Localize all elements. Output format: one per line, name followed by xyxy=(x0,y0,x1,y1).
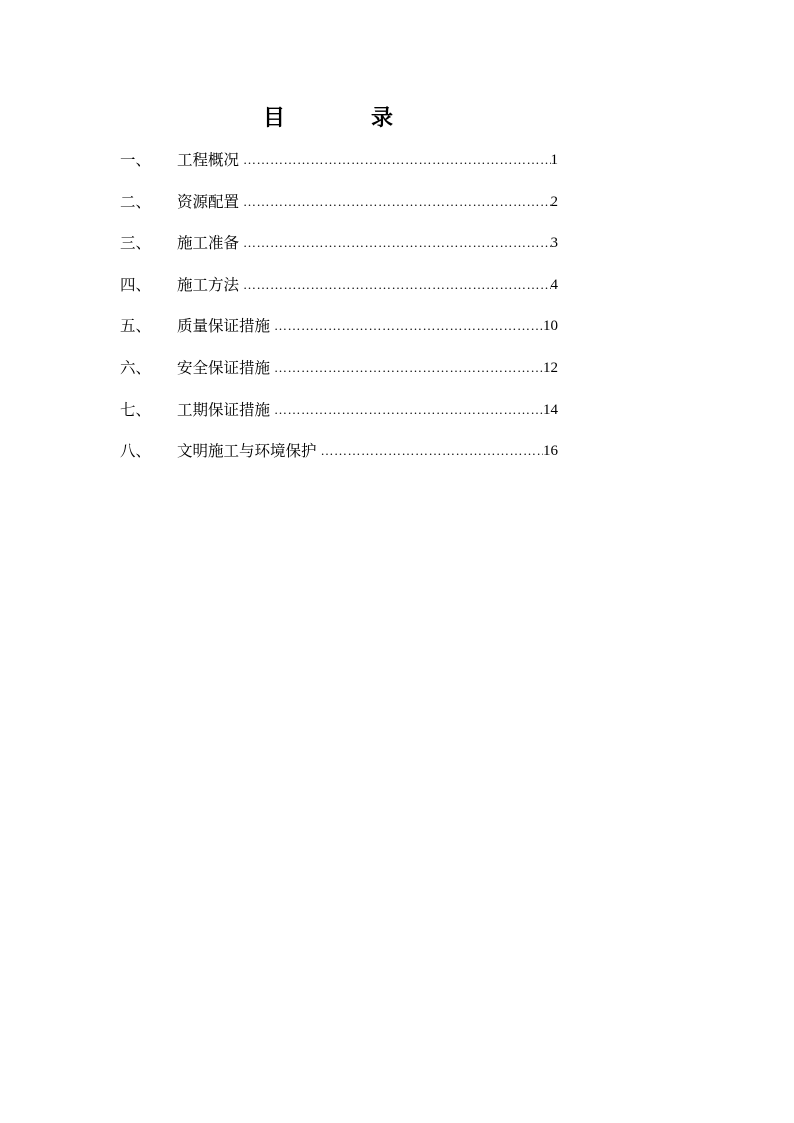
toc-dot-leader xyxy=(274,356,543,380)
toc-dot-leader xyxy=(243,148,550,172)
toc-entry-page: 3 xyxy=(550,235,558,252)
table-of-contents xyxy=(120,148,558,481)
toc-entry-title: 工程概况 xyxy=(177,151,240,169)
toc-entry-page: 4 xyxy=(550,276,558,293)
toc-entry-page: 10 xyxy=(543,318,558,335)
toc-entry[interactable] xyxy=(120,190,558,232)
toc-entry-number: 七、 xyxy=(120,400,152,419)
toc-entry[interactable] xyxy=(120,439,558,481)
toc-entry-title: 质量保证措施 xyxy=(177,317,271,336)
toc-entry[interactable] xyxy=(120,231,558,273)
toc-dot-leader xyxy=(321,439,543,463)
toc-entry[interactable] xyxy=(120,314,558,356)
toc-entry[interactable] xyxy=(120,398,558,440)
toc-entry-number: 八、 xyxy=(120,442,152,461)
toc-entry-number: 一、 xyxy=(120,151,152,169)
toc-entry-number: 五、 xyxy=(120,317,152,336)
toc-entry-title: 施工准备 xyxy=(177,234,240,253)
toc-entry[interactable] xyxy=(120,148,558,190)
toc-entry-number: 二、 xyxy=(120,192,152,211)
toc-entry-title: 文明施工与环境保护 xyxy=(177,442,317,461)
toc-entry-page: 1 xyxy=(550,152,558,168)
toc-dot-leader xyxy=(274,314,543,338)
toc-entry[interactable] xyxy=(120,356,558,398)
toc-entry-page: 16 xyxy=(543,443,558,460)
toc-entry-title: 施工方法 xyxy=(177,275,240,294)
toc-entry[interactable] xyxy=(120,273,558,315)
toc-dot-leader xyxy=(274,398,543,422)
toc-entry-number: 四、 xyxy=(120,275,152,294)
toc-entry-title: 安全保证措施 xyxy=(177,358,271,377)
toc-entry-number: 三、 xyxy=(120,234,152,253)
toc-entry-title: 工期保证措施 xyxy=(177,400,271,419)
toc-entry-number: 六、 xyxy=(120,358,152,377)
toc-entry-page: 12 xyxy=(543,359,558,376)
toc-dot-leader xyxy=(243,231,550,255)
page-title: 目 录 xyxy=(262,105,425,131)
toc-entry-page: 2 xyxy=(550,193,558,210)
toc-dot-leader xyxy=(243,273,550,297)
toc-entry-title: 资源配置 xyxy=(177,192,240,211)
toc-dot-leader xyxy=(243,190,550,214)
toc-entry-page: 14 xyxy=(543,401,558,418)
